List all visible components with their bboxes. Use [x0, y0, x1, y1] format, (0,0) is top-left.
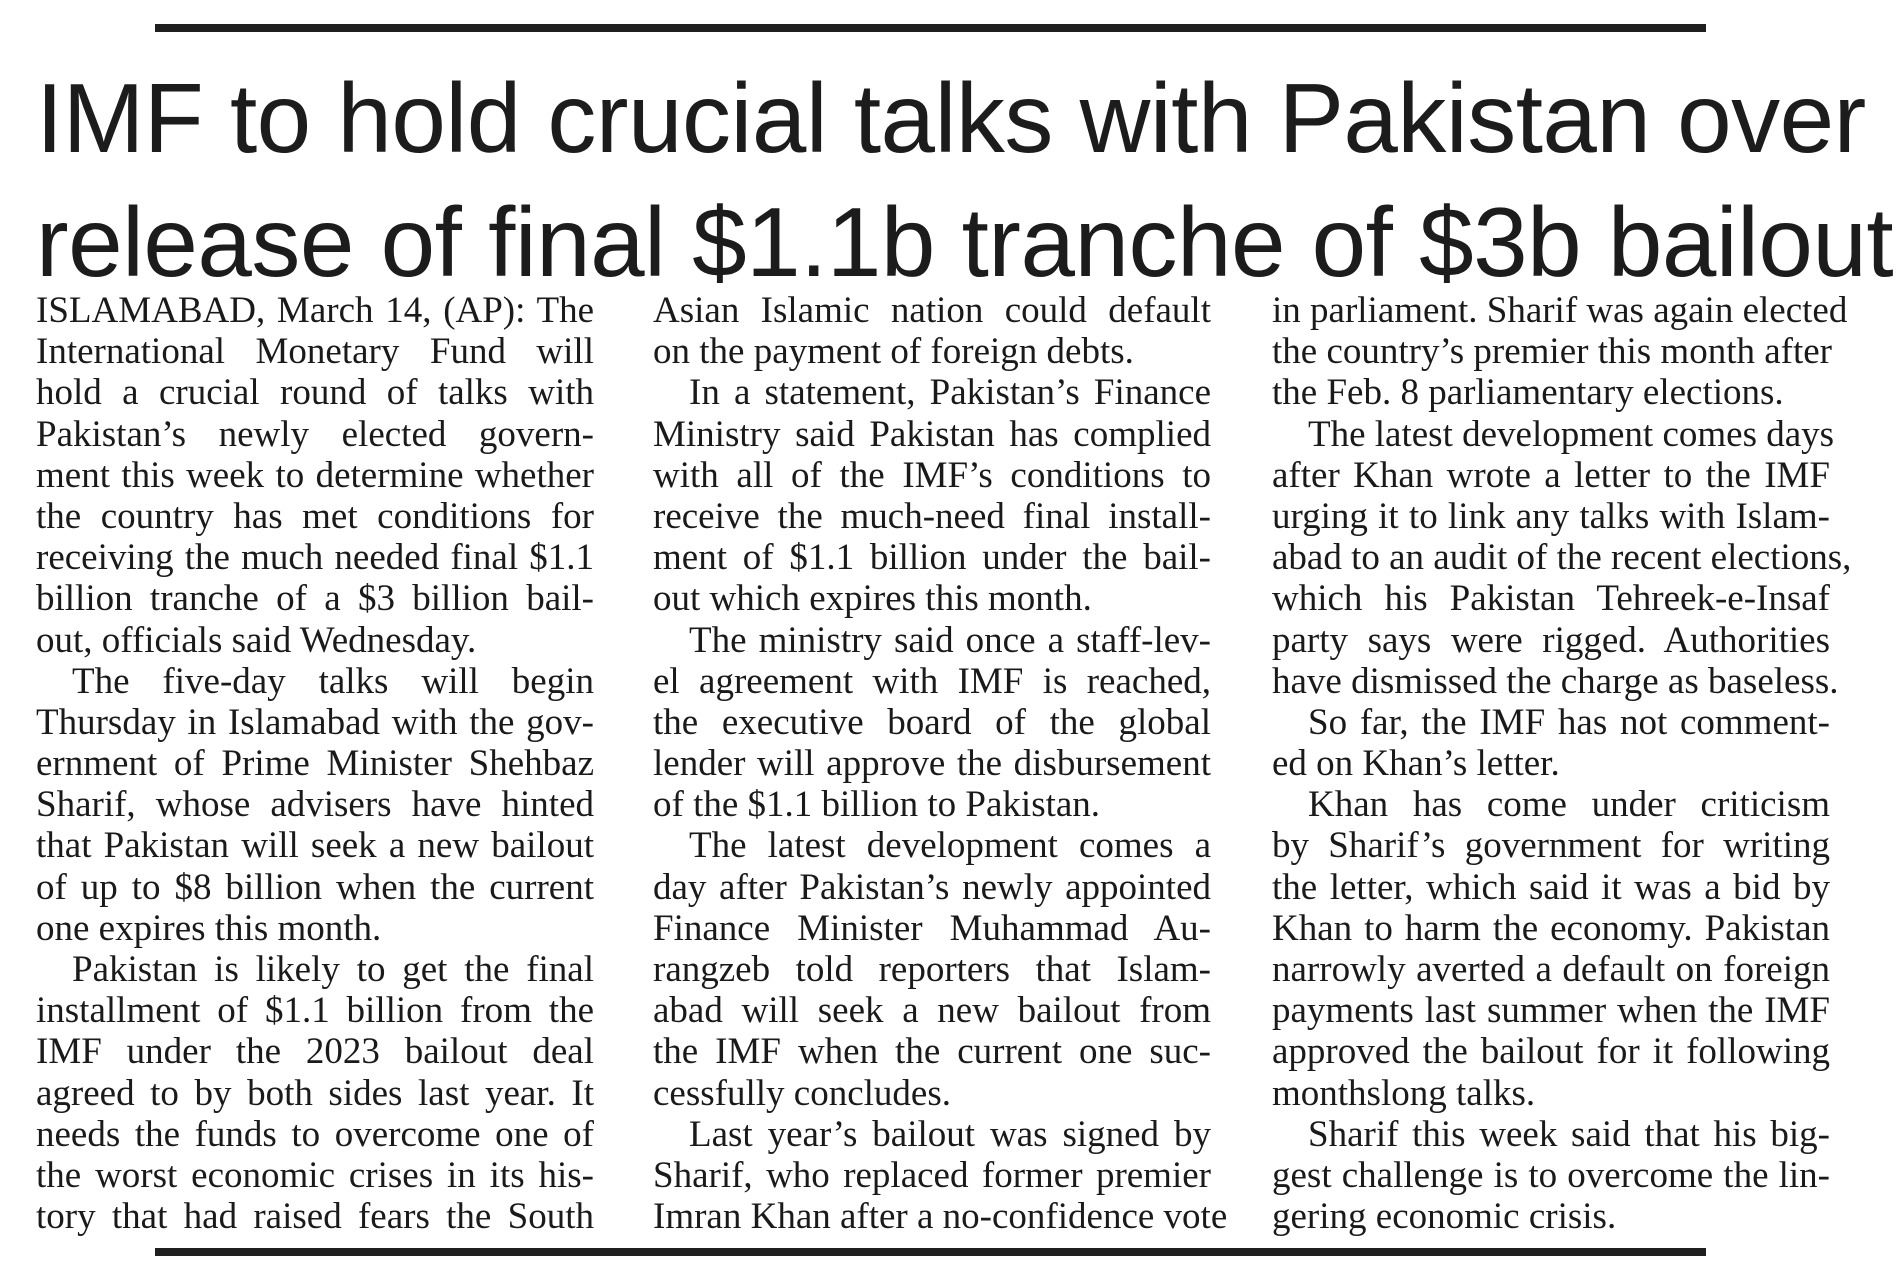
article-text-line: So far, the IMF has not comment-	[1308, 701, 1830, 743]
article-text-line: day after Pakistan’s newly appointed	[653, 866, 1211, 908]
article-text-line: the Feb. 8 parliamentary elections.	[1272, 372, 1784, 414]
article-text-line: Last year’s bailout was signed by	[689, 1113, 1211, 1155]
article-text-line: Sharif, who replaced former premier	[653, 1154, 1211, 1196]
article-text-line: el agreement with IMF is reached,	[653, 660, 1211, 702]
article-text-line: party says were rigged. Authorities	[1272, 619, 1830, 661]
article-text-line: Pakistan is likely to get the final	[72, 949, 594, 990]
article-text-line: The ministry said once a staff-lev-	[689, 619, 1211, 661]
article-text-line: cessfully concludes.	[653, 1072, 951, 1114]
article-text-line: with all of the IMF’s conditions to	[653, 454, 1211, 496]
article-text-line: ment this week to determine whether	[36, 454, 594, 496]
article-text-line: the worst economic crises in its his-	[36, 1154, 594, 1196]
article-body	[36, 290, 1852, 1240]
article-text-line: that Pakistan will seek a new bailout	[36, 825, 594, 867]
article-text-line: In a statement, Pakistan’s Finance	[689, 372, 1211, 414]
article-text-line: ed on Khan’s letter.	[1272, 743, 1560, 785]
article-text-line: the country’s premier this month after	[1272, 331, 1832, 373]
article-text-line: have dismissed the charge as baseless.	[1272, 660, 1839, 702]
article-text-line: one expires this month.	[36, 907, 382, 949]
article-text-line: receive the much-need final install-	[653, 495, 1211, 537]
article-text-line: after Khan wrote a letter to the IMF	[1272, 454, 1830, 496]
top-rule	[155, 24, 1706, 32]
article-text-line: of up to $8 billion when the current	[36, 866, 594, 908]
article-text-line: Imran Khan after a no-confidence vote	[653, 1196, 1228, 1238]
article-text-line: ment of $1.1 billion under the bail-	[653, 537, 1211, 579]
article-column-2	[653, 290, 1228, 1238]
article-text-line: Khan has come under criticism	[1308, 784, 1830, 826]
bottom-rule	[155, 1248, 1706, 1256]
article-text-line: Thursday in Islamabad with the gov-	[36, 701, 594, 743]
article-text-line: gering economic crisis.	[1272, 1196, 1617, 1238]
article-text-line: Pakistan’s newly elected govern-	[36, 413, 594, 455]
article-text-line: agreed to by both sides last year. It	[36, 1072, 594, 1114]
article-text-line: tory that had raised fears the South	[36, 1196, 594, 1238]
article-text-line: which his Pakistan Tehreek-e-Insaf	[1272, 578, 1830, 620]
article-text-line: abad to an audit of the recent elections,	[1272, 537, 1852, 579]
article-text-line: narrowly averted a default on foreign	[1272, 949, 1830, 990]
headline	[36, 56, 1894, 304]
article-text-line: billion tranche of a $3 billion bail-	[36, 578, 594, 620]
article-text-line: Sharif this week said that his big-	[1308, 1113, 1830, 1155]
article-text-line: The latest development comes a	[689, 825, 1211, 867]
article-text-line: by Sharif’s government for writing	[1272, 825, 1830, 867]
article-text-line: IMF under the 2023 bailout deal	[36, 1031, 594, 1073]
article-text-line: gest challenge is to overcome the lin-	[1272, 1154, 1830, 1196]
article-text-line: Khan to harm the economy. Pakistan	[1272, 907, 1830, 949]
article-text-line: receiving the much needed final $1.1	[36, 537, 594, 579]
headline-line-2: release of final $1.1b tranche of $3b bailout	[36, 187, 1894, 297]
article-text-line: approved the bailout for it following	[1272, 1031, 1830, 1073]
article-text-line: Asian Islamic nation could default	[653, 290, 1211, 331]
article-text-line: Finance Minister Muhammad Au-	[653, 907, 1211, 949]
article-text-line: ISLAMABAD, March 14, (AP): The	[36, 290, 594, 331]
article-text-line: on the payment of foreign debts.	[653, 331, 1134, 373]
article-text-line: installment of $1.1 billion from the	[36, 990, 594, 1032]
article-text-line: out which expires this month.	[653, 578, 1092, 620]
article-text-line: the executive board of the global	[653, 701, 1211, 743]
headline-line-1: IMF to hold crucial talks with Pakistan over	[36, 63, 1866, 173]
article-text-line: abad will seek a new bailout from	[653, 990, 1211, 1032]
article-text-line: the country has met conditions for	[36, 495, 594, 537]
article-text-line: the letter, which said it was a bid by	[1272, 866, 1830, 908]
article-text-line: payments last summer when the IMF	[1272, 990, 1830, 1032]
article-text-line: lender will approve the disbursement	[653, 743, 1211, 785]
article-text-line: the IMF when the current one suc-	[653, 1031, 1211, 1073]
article-text-line: of the $1.1 billion to Pakistan.	[653, 784, 1101, 826]
article-text-line: The five-day talks will begin	[72, 660, 594, 702]
article-text-line: International Monetary Fund will	[36, 331, 594, 373]
article-text-line: The latest development comes days	[1308, 413, 1835, 455]
article-text-line: in parliament. Sharif was again elected	[1272, 290, 1848, 331]
article-text-line: Ministry said Pakistan has complied	[653, 413, 1211, 455]
article-text-line: hold a crucial round of talks with	[36, 372, 594, 414]
article-text-line: monthslong talks.	[1272, 1072, 1536, 1114]
article-text-line: rangzeb told reporters that Islam-	[653, 949, 1211, 990]
article-column-1	[36, 290, 594, 1237]
article-text-line: ernment of Prime Minister Shehbaz	[36, 743, 594, 785]
article-column-3	[1272, 290, 1852, 1238]
article-text-line: needs the funds to overcome one of	[36, 1113, 594, 1155]
article-text-line: urging it to link any talks with Islam-	[1272, 495, 1830, 537]
article-text-line: Sharif, whose advisers have hinted	[36, 784, 594, 826]
article-text-line: out, officials said Wednesday.	[36, 619, 477, 661]
